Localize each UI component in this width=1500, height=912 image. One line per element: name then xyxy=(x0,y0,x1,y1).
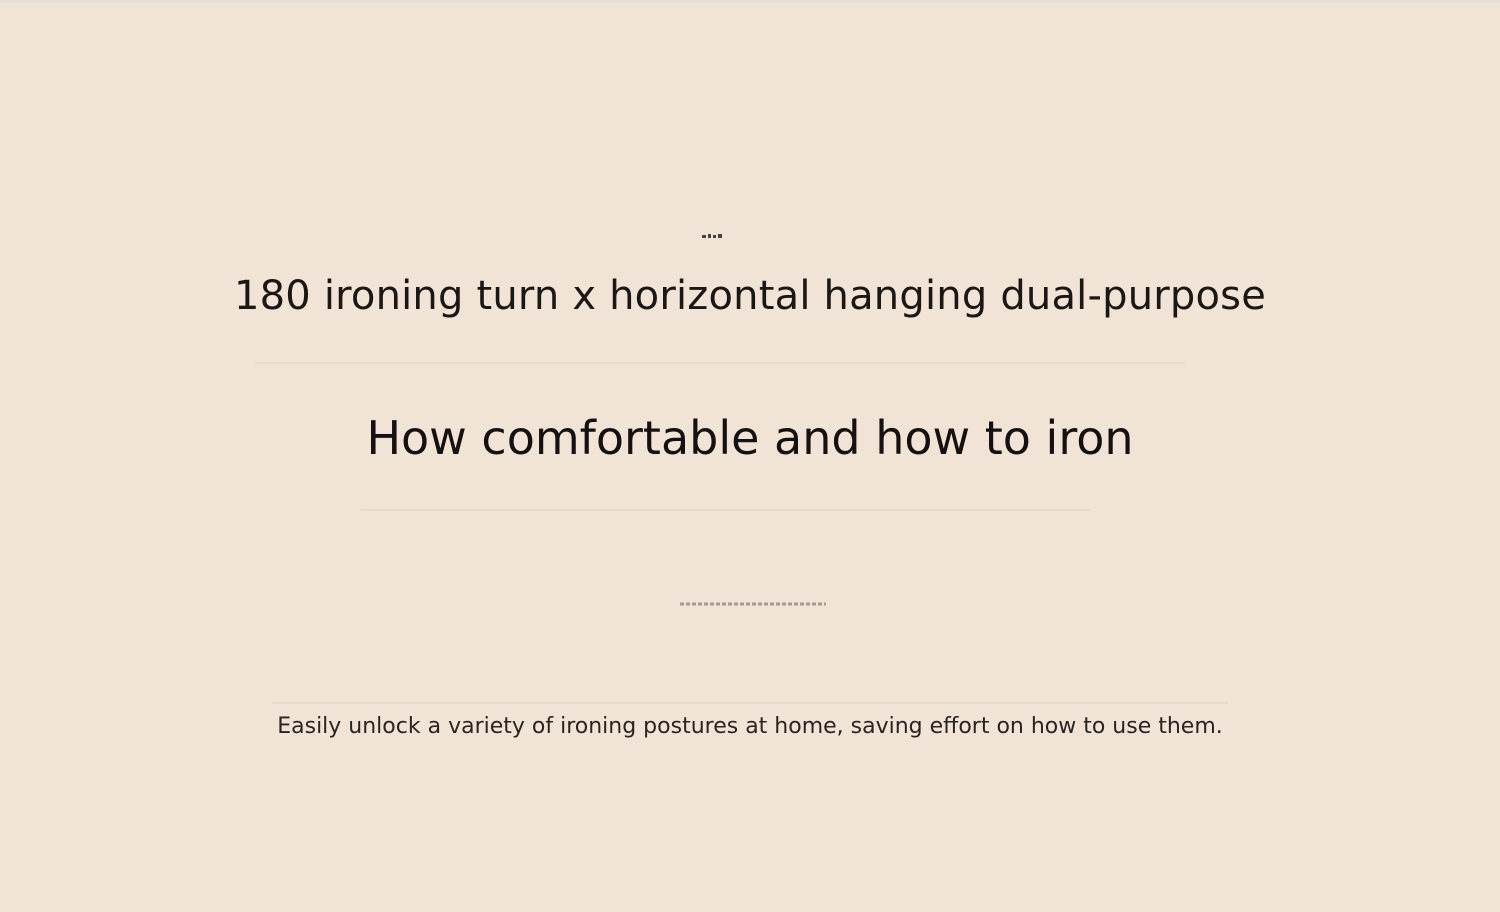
faint-ghost-line xyxy=(255,362,1185,364)
headline: 180 ironing turn x horizontal hanging dual-purpose xyxy=(233,273,1267,319)
faint-ghost-line xyxy=(360,509,1090,511)
subheadline: How comfortable and how to iron xyxy=(366,411,1134,465)
top-border xyxy=(0,0,1500,3)
faint-ghost-line xyxy=(272,702,1228,704)
caption: Easily unlock a variety of ironing postures at home, saving effort on how to use them. xyxy=(277,714,1223,739)
small-decorative-icon xyxy=(702,233,722,239)
dashed-divider xyxy=(680,600,826,608)
